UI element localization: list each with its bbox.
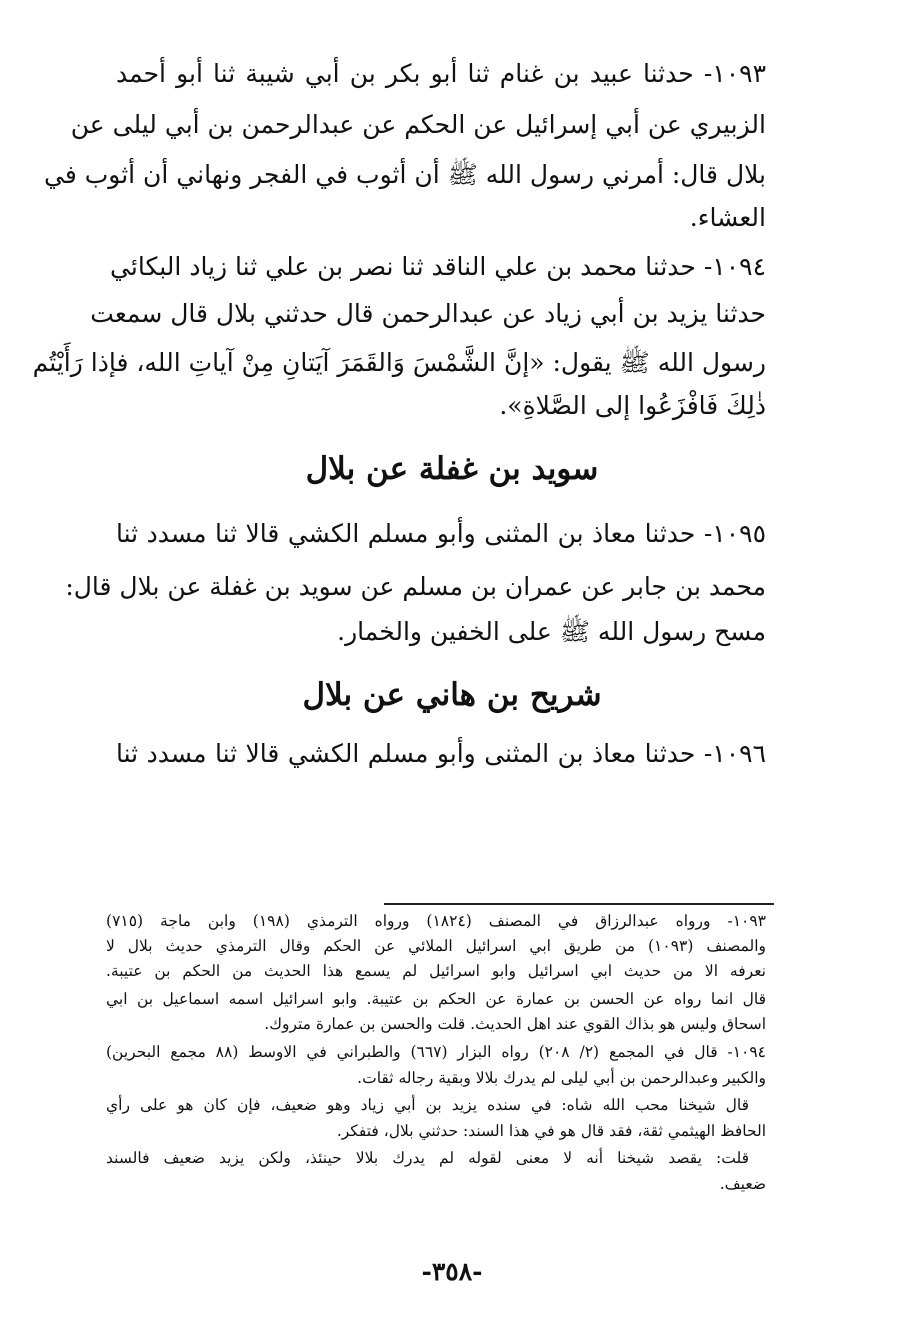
hadith-1093-line: ١٠٩٣- حدثنا عبيد بن غنام ثنا أبو بكر بن أبي شيبة ثنا أبو أحمد [116,59,766,88]
section-heading: شريح بن هاني عن بلال [302,677,602,713]
footnote-line: الحافظ الهيثمي ثقة، فقد قال هو في هذا السند: حدثني بلال، فتفكر. [336,1122,766,1140]
page-number: -٣٥٨- [421,1257,483,1286]
hadith-1094-line: ذٰلِكَ فَافْزَعُوا إلى الصَّلاةِ». [499,391,766,420]
footnote-line: قلت: يقصد شيخنا أنه لا معنى لقوله لم يدرك بلالا حينئذ، ولكن يزيد ضعيف فالسند [106,1149,749,1167]
footnote-line: نعرفه الا من حديث ابي اسرائيل وابو اسرائيل لم يسمع هذا الحديث من الحكم بن عتيبة. [106,962,766,980]
footnote-line: والكبير وعبدالرحمن بن أبي ليلى لم يدرك بلالا وبقية رجاله ثقات. [357,1069,766,1087]
hadith-1095-line: محمد بن جابر عن عمران بن مسلم عن سويد بن غفلة عن بلال قال: [65,572,766,601]
section-heading: سويد بن غفلة عن بلال [305,451,599,487]
footnote-line: ١٠٩٣- ورواه عبدالرزاق في المصنف (١٨٢٤) ورواه الترمذي (١٩٨) وابن ماجة (٧١٥) [106,912,766,930]
footnote-line: ١٠٩٤- قال في المجمع (٢/ ٢٠٨) رواه البزار (٦٦٧) والطبراني في الاوسط (٨٨ مجمع البحرين) [106,1043,767,1061]
hadith-1094-line: حدثنا يزيد بن أبي زياد عن عبدالرحمن قال حدثني بلال قال سمعت [90,299,766,328]
hadith-1093-line: العشاء. [689,203,766,232]
hadith-1093-line: الزبيري عن أبي إسرائيل عن الحكم عن عبدالرحمن بن أبي ليلى عن [70,110,766,139]
hadith-1096-line: ١٠٩٦- حدثنا معاذ بن المثنى وأبو مسلم الكشي قالا ثنا مسدد ثنا [116,739,766,768]
footnote-line: قال انما رواه عن الحسن بن عمارة عن الحكم بن عتيبة. وابو اسرائيل اسمه اسماعيل بن ابي [106,990,766,1008]
hadith-1094-line: ١٠٩٤- حدثنا محمد بن علي الناقد ثنا نصر بن علي ثنا زياد البكائي [110,252,766,281]
footnote-line: اسحاق وليس هو بذاك القوي عند اهل الحديث. قلت والحسن بن عمارة متروك. [264,1015,766,1033]
footnote-separator [384,903,774,905]
hadith-1094-line: رسول الله ﷺ يقول: «إنَّ الشَّمْسَ وَالقَمَرَ آيَتانِ مِنْ آياتِ الله، فإذا رَأَيْتُم [32,348,766,377]
hadith-1095-line: مسح رسول الله ﷺ على الخفين والخمار. [337,617,766,646]
footnote-line: والمصنف (١٠٩٣) من طريق ابي اسرائيل الملائي عن الحكم وقال الترمذي حديث بلال لا [106,937,766,955]
hadith-1095-line: ١٠٩٥- حدثنا معاذ بن المثنى وأبو مسلم الكشي قالا ثنا مسدد ثنا [116,519,766,548]
footnote-line: قال شيخنا محب الله شاه: في سنده يزيد بن أبي زياد وهو ضعيف، فإن كان هو على رأي [106,1096,749,1114]
hadith-1093-line: بلال قال: أمرني رسول الله ﷺ أن أثوب في الفجر ونهاني أن أثوب في [44,160,766,189]
footnote-line: ضعيف. [719,1175,766,1193]
